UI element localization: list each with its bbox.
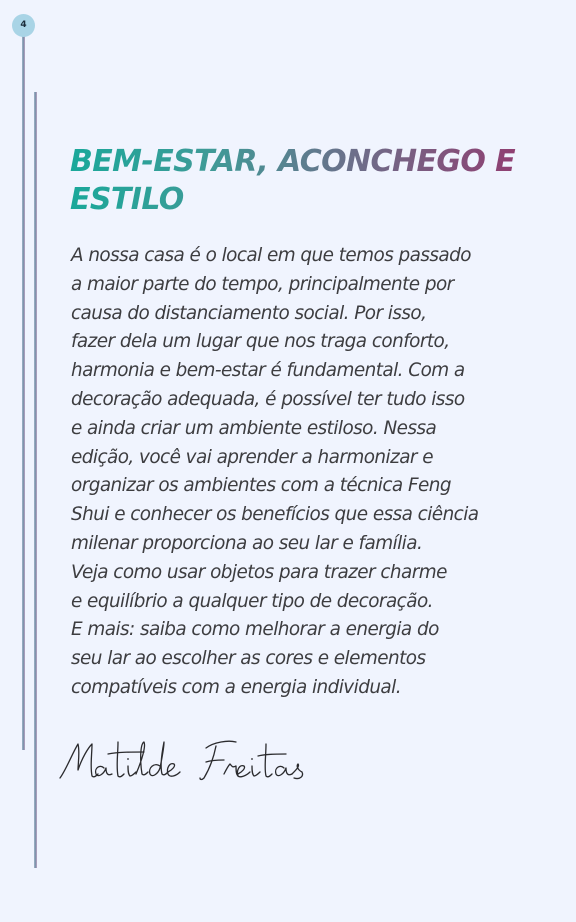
- article-title-line: ESTILO: [70, 182, 184, 217]
- body-line: Shui e conhecer os benefícios que essa ciência: [71, 504, 479, 526]
- body-line: a maior parte do tempo, principalmente por: [71, 273, 454, 295]
- handwritten-signature: [56, 730, 316, 796]
- body-line: e equilíbrio a qualquer tipo de decoração.: [71, 590, 433, 612]
- page-number-badge: 4: [12, 14, 35, 37]
- body-line: organizar os ambientes com a técnica Feng: [71, 475, 451, 497]
- body-line: harmonia e bem-estar é fundamental. Com a: [71, 360, 465, 382]
- article-title-line: BEM-ESTAR, ACONCHEGO E: [70, 144, 516, 179]
- body-line: Veja como usar objetos para trazer charme: [71, 561, 447, 583]
- body-line: A nossa casa é o local em que temos passado: [71, 245, 471, 266]
- body-line: edição, você vai aprender a harmonizar e: [71, 446, 433, 468]
- body-line: milenar proporciona ao seu lar e família.: [71, 532, 423, 554]
- outer-vertical-rule: [22, 30, 25, 750]
- body-line: seu lar ao escolher as cores e elementos: [71, 648, 426, 670]
- body-line: E mais: saiba como melhorar a energia do: [71, 619, 439, 641]
- body-line: causa do distanciamento social. Por isso,: [71, 302, 427, 324]
- body-line: fazer dela um lugar que nos traga conforto,: [71, 331, 450, 353]
- body-line: decoração adequada, é possível ter tudo isso: [71, 388, 465, 410]
- inner-vertical-rule: [34, 92, 37, 868]
- body-line: compatíveis com a energia individual.: [71, 676, 402, 698]
- article-title: [70, 143, 540, 219]
- body-line: e ainda criar um ambiente estiloso. Nessa: [71, 417, 437, 439]
- article-body: [71, 242, 511, 703]
- signature-drawing: [56, 730, 316, 796]
